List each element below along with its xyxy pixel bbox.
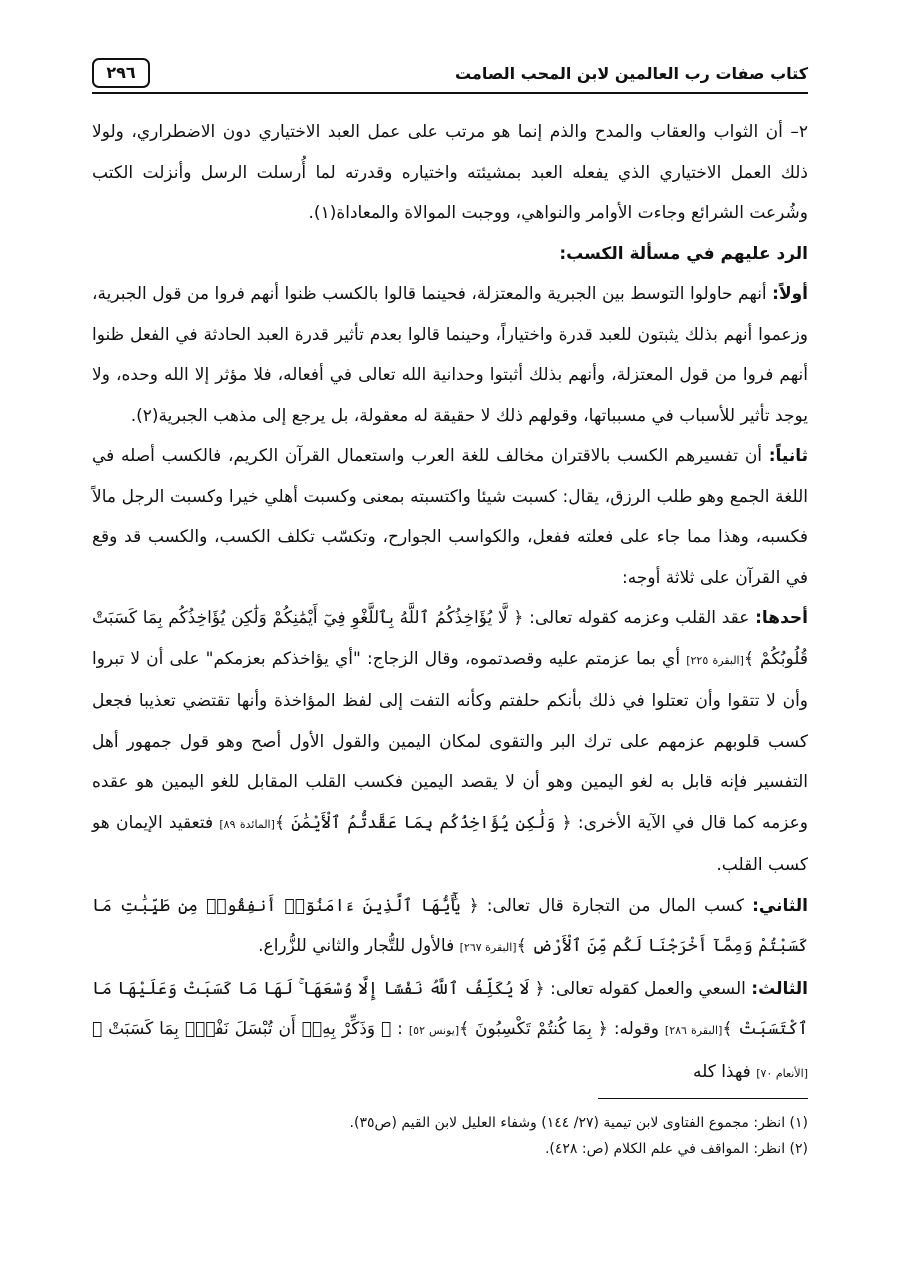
second-text: أن تفسيرهم الكسب بالاقتران مخالف للغة العرب واستعمال القرآن الكريم، فالكسب أصله في اللغة الجمع وهو طلب الرزق، يقال: كسبت شيئا واكتسبته بمعنى وكسبت أهلي خيرا وكسبت الرجل مالاً فكسبه، وهذا مما جاء على فعلته ففعل، والكواسب الجوارح، وتكسّب تكلف الكسب، والكسب قد وقع في القرآن على ثلاثة أوجه:	[92, 446, 808, 588]
first-text: أنهم حاولوا التوسط بين الجبرية والمعتزلة، فحينما قالوا بالكسب ظنوا أنهم فروا من قول الجبرية، وزعموا أنهم بذلك يثبتون للعبد قدرة واختياراً، وحينما قالوا بعدم تأثير قدرة العبد الحادثة في الفعل ظنوا أنهم فروا من قول المعتزلة، وأنهم بذلك أثبتوا وحدانية الله تعالى في أفعاله، فلا مؤثر إلا الله وحده، ولا يوجد تأثير للأسباب في مسبباتها، وقولهم ذلك لا حقيقة له معقولة، بل يرجع إلى مذهب الجبرية(٢).	[92, 284, 808, 426]
footnotes	[92, 1110, 808, 1162]
book-title: كتاب صفات رب العالمين لابن المحب الصامت	[454, 64, 808, 83]
footnote-rule	[598, 1098, 808, 1099]
verse-baqara-267: ﴿ يَٰٓأَيُّهَا ٱلَّذِينَ ءَامَنُوٓا۟ أَنفِقُوا۟ مِن طَيِّبَٰتِ مَا كَسَبْتُمْ وَمِمَّآ أَخْرَجْنَا لَكُم مِّنَ ٱلْأَرْضِ ﴾	[92, 895, 808, 956]
paragraph-thani	[92, 886, 808, 969]
section-heading: الرد عليهم في مسألة الكسب:	[559, 243, 808, 264]
ref-baqara-267: [البقرة ٢٦٧]	[459, 941, 517, 954]
paragraph-reward-punishment: ٢– أن الثواب والعقاب والمدح والذم إنما هو مرتب على عمل العبد الاختياري دون الاضطراري، ولولا ذلك العمل الاختياري الذي يفعله العبد بمشيئته واختياره وقدرته لما أُرسلت الرسل وأنزلت الكتب وشُرعت الشرائع وجاءت الأوامر والنواهي، ووجبت الموالاة والمعاداة(١).	[92, 122, 808, 223]
first-label: أولاً:	[772, 284, 808, 304]
ahaduha-label: أحدها:	[755, 608, 808, 628]
thalith-intro: السعي والعمل كقوله تعالى:	[544, 978, 752, 999]
ahaduha-intro: عقد القلب وعزمه كقوله تعالى:	[523, 608, 756, 628]
page-body	[92, 112, 808, 1094]
page-header	[92, 58, 808, 92]
thani-intro: كسب المال من التجارة قال تعالى:	[478, 895, 753, 916]
thalith-label: الثالث:	[751, 978, 809, 999]
verse-baqara-286: ﴿ لَا يُكَلِّفُ ٱللَّهُ نَفْسًا إِلَّا وُسْعَهَا ۚ لَهَا مَا كَسَبَتْ وَعَلَيْهَا مَا ٱكْتَسَبَتْ ﴾	[92, 978, 809, 1039]
paragraph-first	[92, 274, 808, 436]
footnote-1: (١) انظر: مجموع الفتاوى لابن تيمية (٢٧/ ١٤٤) وشفاء العليل لابن القيم (ص٣٥).	[349, 1115, 808, 1131]
verse-yunus-52: ﴿ بِمَا كُنتُمْ تَكْسِبُونَ ﴾	[459, 1019, 608, 1039]
paragraph-second	[92, 436, 808, 598]
ref-baqara-225: [البقرة ٢٢٥]	[686, 653, 744, 667]
paragraph-thalith	[92, 969, 808, 1095]
ref-yunus-52: [يونس ٥٢]	[408, 1024, 460, 1037]
ref-baqara-286: [البقرة ٢٨٦]	[664, 1024, 723, 1037]
thalith-sep: :	[391, 1019, 409, 1039]
thani-label: الثاني:	[752, 895, 808, 916]
header-rule	[92, 92, 808, 94]
thani-text: فالأول للتُّجار والثاني للزُّراع.	[258, 936, 460, 956]
verse-baqara-225: ﴿ لَّا يُؤَاخِذُكُمُ ٱللَّهُ بِٱللَّغْوِ فِيٓ أَيْمَٰنِكُمْ وَلَٰكِن يُؤَاخِذُكُم بِمَا كَسَبَتْ قُلُوبُكُمْ ﴾	[92, 608, 808, 669]
verse-maida-89: ﴿ وَلَٰكِن يُؤَاخِذُكُم بِمَا عَقَّدتُّمُ ٱلْأَيْمَٰنَ ﴾	[274, 812, 572, 833]
page-number-box: ٢٩٦	[92, 58, 150, 88]
ahaduha-text: أي بما عزمتم عليه وقصدتموه، وقال الزجاج: "أي يؤاخذكم بعزمكم" على أن لا تبروا وأن لا تتقوا وأن تعتلوا في ذلك بأنكم حلفتم وكأنه التفت إلى لفظ المؤاخذة وأنها تقتضي تعذيبا فجعل كسب قلوبهم عزمهم على ترك البر والتقوى لمكان اليمين والقول الأول أصح وهو قول جمهور أهل التفسير فإنه قابل به لغو اليمين وهو أن لا يقصد اليمين فكسب القلب المقابل للغو اليمين هو عقده وعزمه كما قال في الآية الأخرى:	[92, 648, 808, 833]
footnote-2: (٢) انظر: المواقف في علم الكلام (ص: ٤٢٨).	[544, 1141, 808, 1157]
verse-anam-70: ﴿ وَذَكِّرْ بِهِۦٓ أَن تُبْسَلَ نَفْسٌۢ بِمَا كَسَبَتْ ﴾	[92, 1019, 392, 1039]
thalith-and: وقوله:	[607, 1019, 665, 1039]
ref-anam-70: [الأنعام ٧٠]	[756, 1066, 808, 1080]
thalith-end: فهذا كله	[692, 1061, 757, 1082]
second-label: ثانياً:	[768, 446, 808, 466]
ahaduha-conclusion: فتعقيد الإيمان هو كسب القلب.	[92, 812, 808, 875]
paragraph-ahaduha	[92, 598, 808, 886]
ref-maida-89: [المائدة ٨٩]	[219, 817, 275, 831]
